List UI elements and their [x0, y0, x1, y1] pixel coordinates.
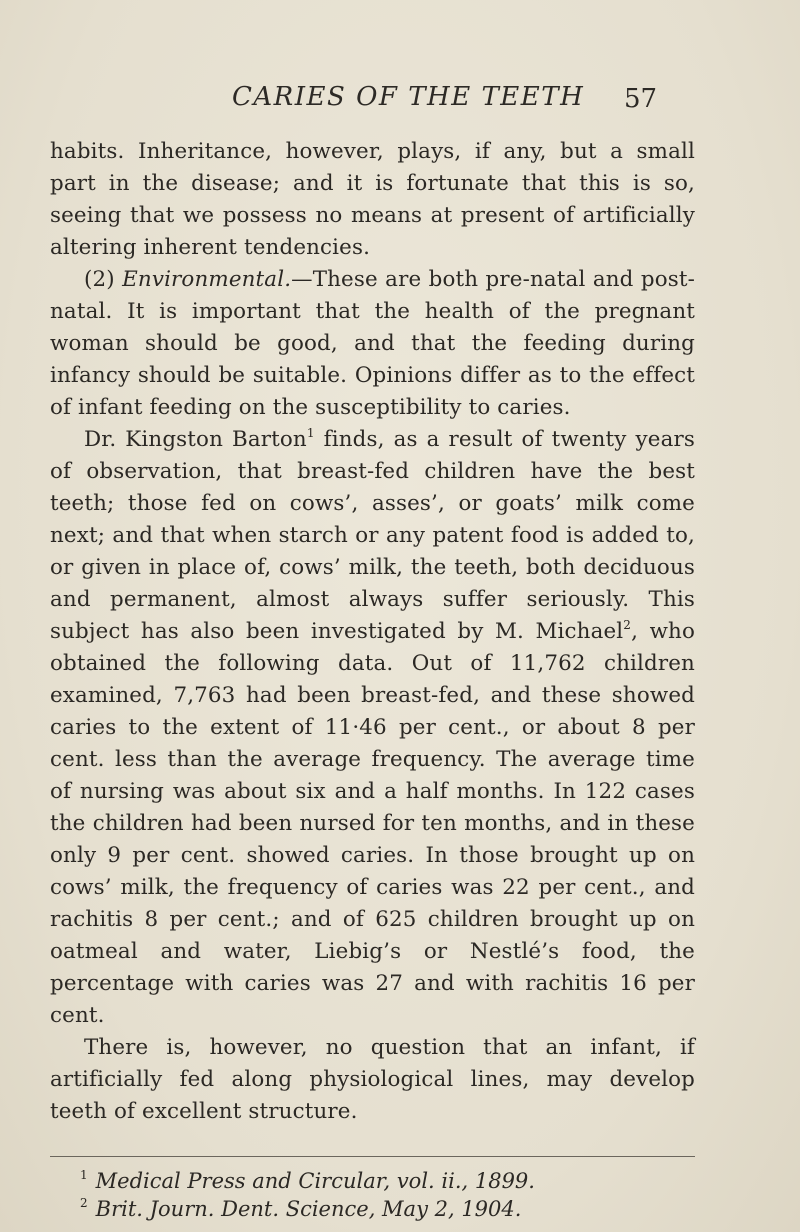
footnote-mark-2: 2: [80, 1196, 88, 1210]
paragraph-3: [50, 424, 695, 1032]
footnote-ref-1: 1: [306, 426, 315, 440]
paragraph-2: [50, 264, 695, 424]
footnote-text-1: Medical Press and Circular, vol. ii., 1899.: [95, 1169, 535, 1193]
section-label: (2): [84, 267, 123, 292]
paragraph-3-part-c: , who obtained the following data. Out of 11,762 children examined, 7,763 had been breast-fed, and these showed caries to the extent of 11·46 per cent., or about 8 per cent. less than the average frequency. The average time of nursing was about six and a half months. In 122 cases the children had been nursed for ten months, and in these only 9 per cent. showed caries. In those brought up on cows’ milk, the frequency of caries was 22 per cent., and rachitis 8 per cent.; and of 625 children brought up on oatmeal and water, Liebig’s or Nestlé’s food, the percentage with caries was 27 and with rachitis 16 per cent.: [50, 619, 695, 1028]
body-text: [50, 136, 695, 1128]
page-number: 57: [624, 84, 658, 114]
section-title: Environmental.: [122, 267, 292, 292]
paragraph-3-part-b: finds, as a result of twenty years of observation, that breast-fed children have the best teeth; those fed on cows’, asses’, or goats’ milk come next; and that when starch or any patent food is added to, or given in place of, cows’ milk, the teeth, both deciduous and permanent, almost always suffer seriously. This subject has also been investigated by M. Michael: [50, 427, 695, 644]
footnote-divider: [50, 1156, 695, 1157]
paragraph-2-text: —These are both pre-natal and post-natal. It is important that the health of the pregnant woman should be good, and that the feeding during infancy should be suitable. Opinions differ as to the effect of infant feeding on the susceptibility to caries.: [50, 267, 695, 420]
paragraph-1: habits. Inheritance, however, plays, if any, but a small part in the disease; and it is fortunate that this is so, seeing that we possess no means at present of artificially altering inherent tendencies.: [50, 139, 695, 260]
footnote-2: [80, 1195, 695, 1223]
footnotes: [80, 1167, 695, 1223]
running-head: CARIES OF THE TEETH: [232, 82, 585, 112]
footnote-text-2: Brit. Journ. Dent. Science, May 2, 1904.: [95, 1197, 522, 1221]
footnote-ref-2: 2: [623, 618, 632, 632]
footnote-1: [80, 1167, 695, 1195]
footnote-mark-1: 1: [80, 1168, 88, 1182]
paragraph-3-part-a: Dr. Kingston Barton: [84, 427, 307, 452]
paragraph-4: There is, however, no question that an infant, if artificially fed along physiological lines, may develop teeth of excellent structure.: [50, 1035, 695, 1124]
